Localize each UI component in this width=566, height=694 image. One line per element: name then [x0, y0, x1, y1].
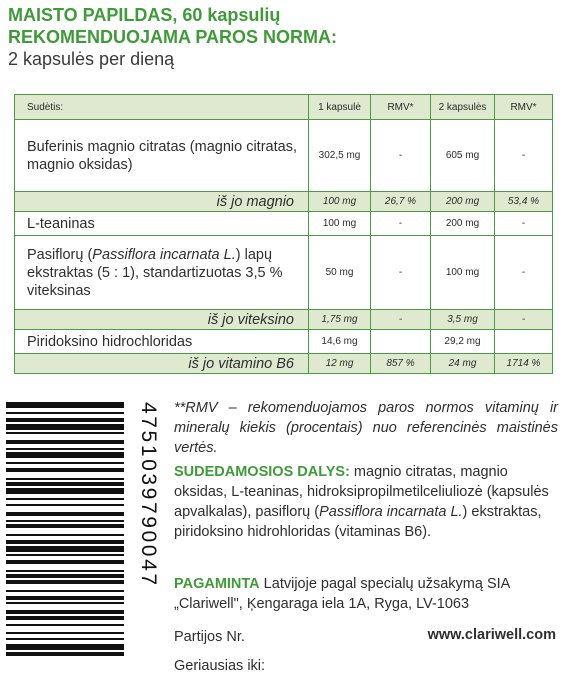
ingredient-name: [15, 236, 309, 310]
value-one-capsule: 14,6 mg: [309, 330, 371, 354]
barcode-bar: [6, 540, 124, 544]
barcode-bar: [6, 504, 124, 506]
barcode-bar: [6, 412, 124, 414]
barcode-bar: [6, 488, 124, 494]
barcode-bar: [6, 580, 124, 584]
table-row: [15, 354, 553, 374]
barcode-bar: [6, 574, 124, 578]
rmv-two-capsules: -: [495, 120, 553, 192]
barcode-bar: [6, 590, 124, 592]
ingredient-name-part: Pasiflorų (: [27, 246, 93, 263]
table-row: [15, 330, 553, 354]
rmv-one-capsule: -: [371, 236, 431, 310]
barcode-bar: [6, 440, 124, 444]
value-two-capsules: 3,5 mg: [431, 310, 495, 330]
barcode-bar: [6, 524, 124, 528]
ingredient-name: iš jo vitamino B6: [15, 354, 309, 374]
barcode: [6, 402, 162, 692]
barcode-number: 4751039790047: [137, 402, 160, 588]
barcode-bar: [6, 512, 124, 516]
value-one-capsule: 100 mg: [309, 192, 371, 212]
header-rmv: RMV*: [371, 95, 431, 120]
rmv-one-capsule: -: [371, 310, 431, 330]
barcode-bar: [6, 498, 124, 500]
daily-dose-value: 2 kapsulės per dieną: [8, 49, 175, 69]
value-two-capsules: 605 mg: [431, 120, 495, 192]
manufacturer-label: PAGAMINTA: [174, 576, 260, 592]
value-two-capsules: 200 mg: [431, 212, 495, 236]
table-header-row: [15, 95, 553, 120]
ingredient-name: iš jo magnio: [15, 192, 309, 212]
barcode-bar: [6, 520, 124, 522]
barcode-bar: [6, 632, 124, 634]
table-row: [15, 192, 553, 212]
rmv-one-capsule: 857 %: [371, 354, 431, 374]
rmv-two-capsules: 1714 %: [495, 354, 553, 374]
table-row: [15, 236, 553, 310]
ingredient-name: L-teaninas: [15, 212, 309, 236]
ingredient-name: Piridoksino hidrochloridas: [15, 330, 309, 354]
manufacturer-block: [174, 574, 558, 614]
barcode-bar: [6, 616, 124, 620]
ingredient-name-part: ) lapų ekstraktas (5 : 1), standartizuotas 3,5 % viteksinas: [27, 246, 283, 299]
barcode-bar: [6, 570, 124, 572]
barcode-bar: [6, 602, 124, 604]
barcode-digits: [136, 402, 162, 692]
barcode-bar: [6, 402, 124, 408]
barcode-bar: [6, 560, 124, 564]
rmv-two-capsules: [495, 330, 553, 354]
latin-name: Passiflora incarnata L.: [92, 246, 236, 263]
barcode-bar: [6, 652, 124, 656]
value-one-capsule: 1,75 mg: [309, 310, 371, 330]
rmv-one-capsule: [371, 330, 431, 354]
ingredient-name: iš jo viteksino: [15, 310, 309, 330]
barcode-bar: [6, 554, 124, 556]
table-row: [15, 310, 553, 330]
barcode-bar: [6, 462, 124, 464]
barcode-bar: [6, 482, 124, 486]
product-title: MAISTO PAPILDAS, 60 kapsulių: [8, 5, 281, 25]
daily-dose-heading: REKOMENDUOJAMA PAROS NORMA:: [8, 27, 338, 47]
rmv-two-capsules: -: [495, 310, 553, 330]
product-header: [8, 4, 337, 70]
barcode-bar: [6, 596, 124, 600]
barcode-bar: [6, 452, 124, 458]
table-row: [15, 212, 553, 236]
ingredients-text: magnio citratas, magnio oksidas, L-teaninas, hidroksipropilmetilceliuliozė (kapsulės apvalkalas), pasiflorų (: [174, 464, 549, 520]
value-two-capsules: 29,2 mg: [431, 330, 495, 354]
barcode-bar: [6, 448, 124, 450]
nutrition-table: [14, 94, 553, 374]
table-row: [15, 120, 553, 192]
barcode-bar: [6, 418, 124, 422]
barcode-bar: [6, 638, 124, 640]
value-two-capsules: 100 mg: [431, 236, 495, 310]
batch-number-label: Partijos Nr.: [174, 629, 245, 645]
barcode-bar: [6, 546, 124, 552]
value-one-capsule: 12 mg: [309, 354, 371, 374]
value-one-capsule: 100 mg: [309, 212, 371, 236]
barcode-bar: [6, 610, 124, 614]
rmv-two-capsules: 53,4 %: [495, 192, 553, 212]
barcode-bar: [6, 468, 124, 472]
header-rmv: RMV*: [495, 95, 553, 120]
value-one-capsule: 302,5 mg: [309, 120, 371, 192]
header-two-capsules: 2 kapsulės: [431, 95, 495, 120]
rmv-one-capsule: -: [371, 212, 431, 236]
barcode-bar: [6, 534, 124, 536]
manufacturer-text: Latvijoje pagal specialų užsakymą SIA „Clariwell", Ķengaraga iela 1A, Ryga, LV-1063: [174, 576, 510, 612]
website-link[interactable]: www.clariwell.com: [427, 627, 556, 643]
ingredients-latin: Passiflora incarnata L.: [319, 504, 463, 520]
barcode-bar: [6, 624, 124, 626]
barcode-bar: [6, 644, 124, 650]
rmv-two-capsules: -: [495, 236, 553, 310]
barcode-bars: [6, 402, 124, 692]
header-one-capsule: 1 kapsulė: [309, 95, 371, 120]
ingredients-block: [174, 462, 558, 542]
ingredient-name: Buferinis magnio citratas (magnio citratas, magnio oksidas): [15, 120, 309, 192]
value-one-capsule: 50 mg: [309, 236, 371, 310]
barcode-bar: [6, 432, 124, 434]
rmv-footnote: **RMV – rekomenduojamos paros normos vitaminų ir mineralų kiekis (procentais) nuo referencinės maistinės vertės.: [174, 400, 558, 456]
barcode-bar: [6, 424, 124, 430]
header-composition: Sudėtis:: [15, 95, 309, 120]
best-before-label: Geriausias iki:: [174, 658, 266, 674]
value-two-capsules: 200 mg: [431, 192, 495, 212]
rmv-one-capsule: 26,7 %: [371, 192, 431, 212]
ingredients-label: SUDEDAMOSIOS DALYS:: [174, 464, 350, 480]
rmv-two-capsules: -: [495, 212, 553, 236]
ingredients-text: ) ekstraktas, piridoksino hidrohloridas (vitaminas B6).: [174, 504, 542, 540]
rmv-one-capsule: -: [371, 120, 431, 192]
value-two-capsules: 24 mg: [431, 354, 495, 374]
barcode-bar: [6, 478, 124, 480]
